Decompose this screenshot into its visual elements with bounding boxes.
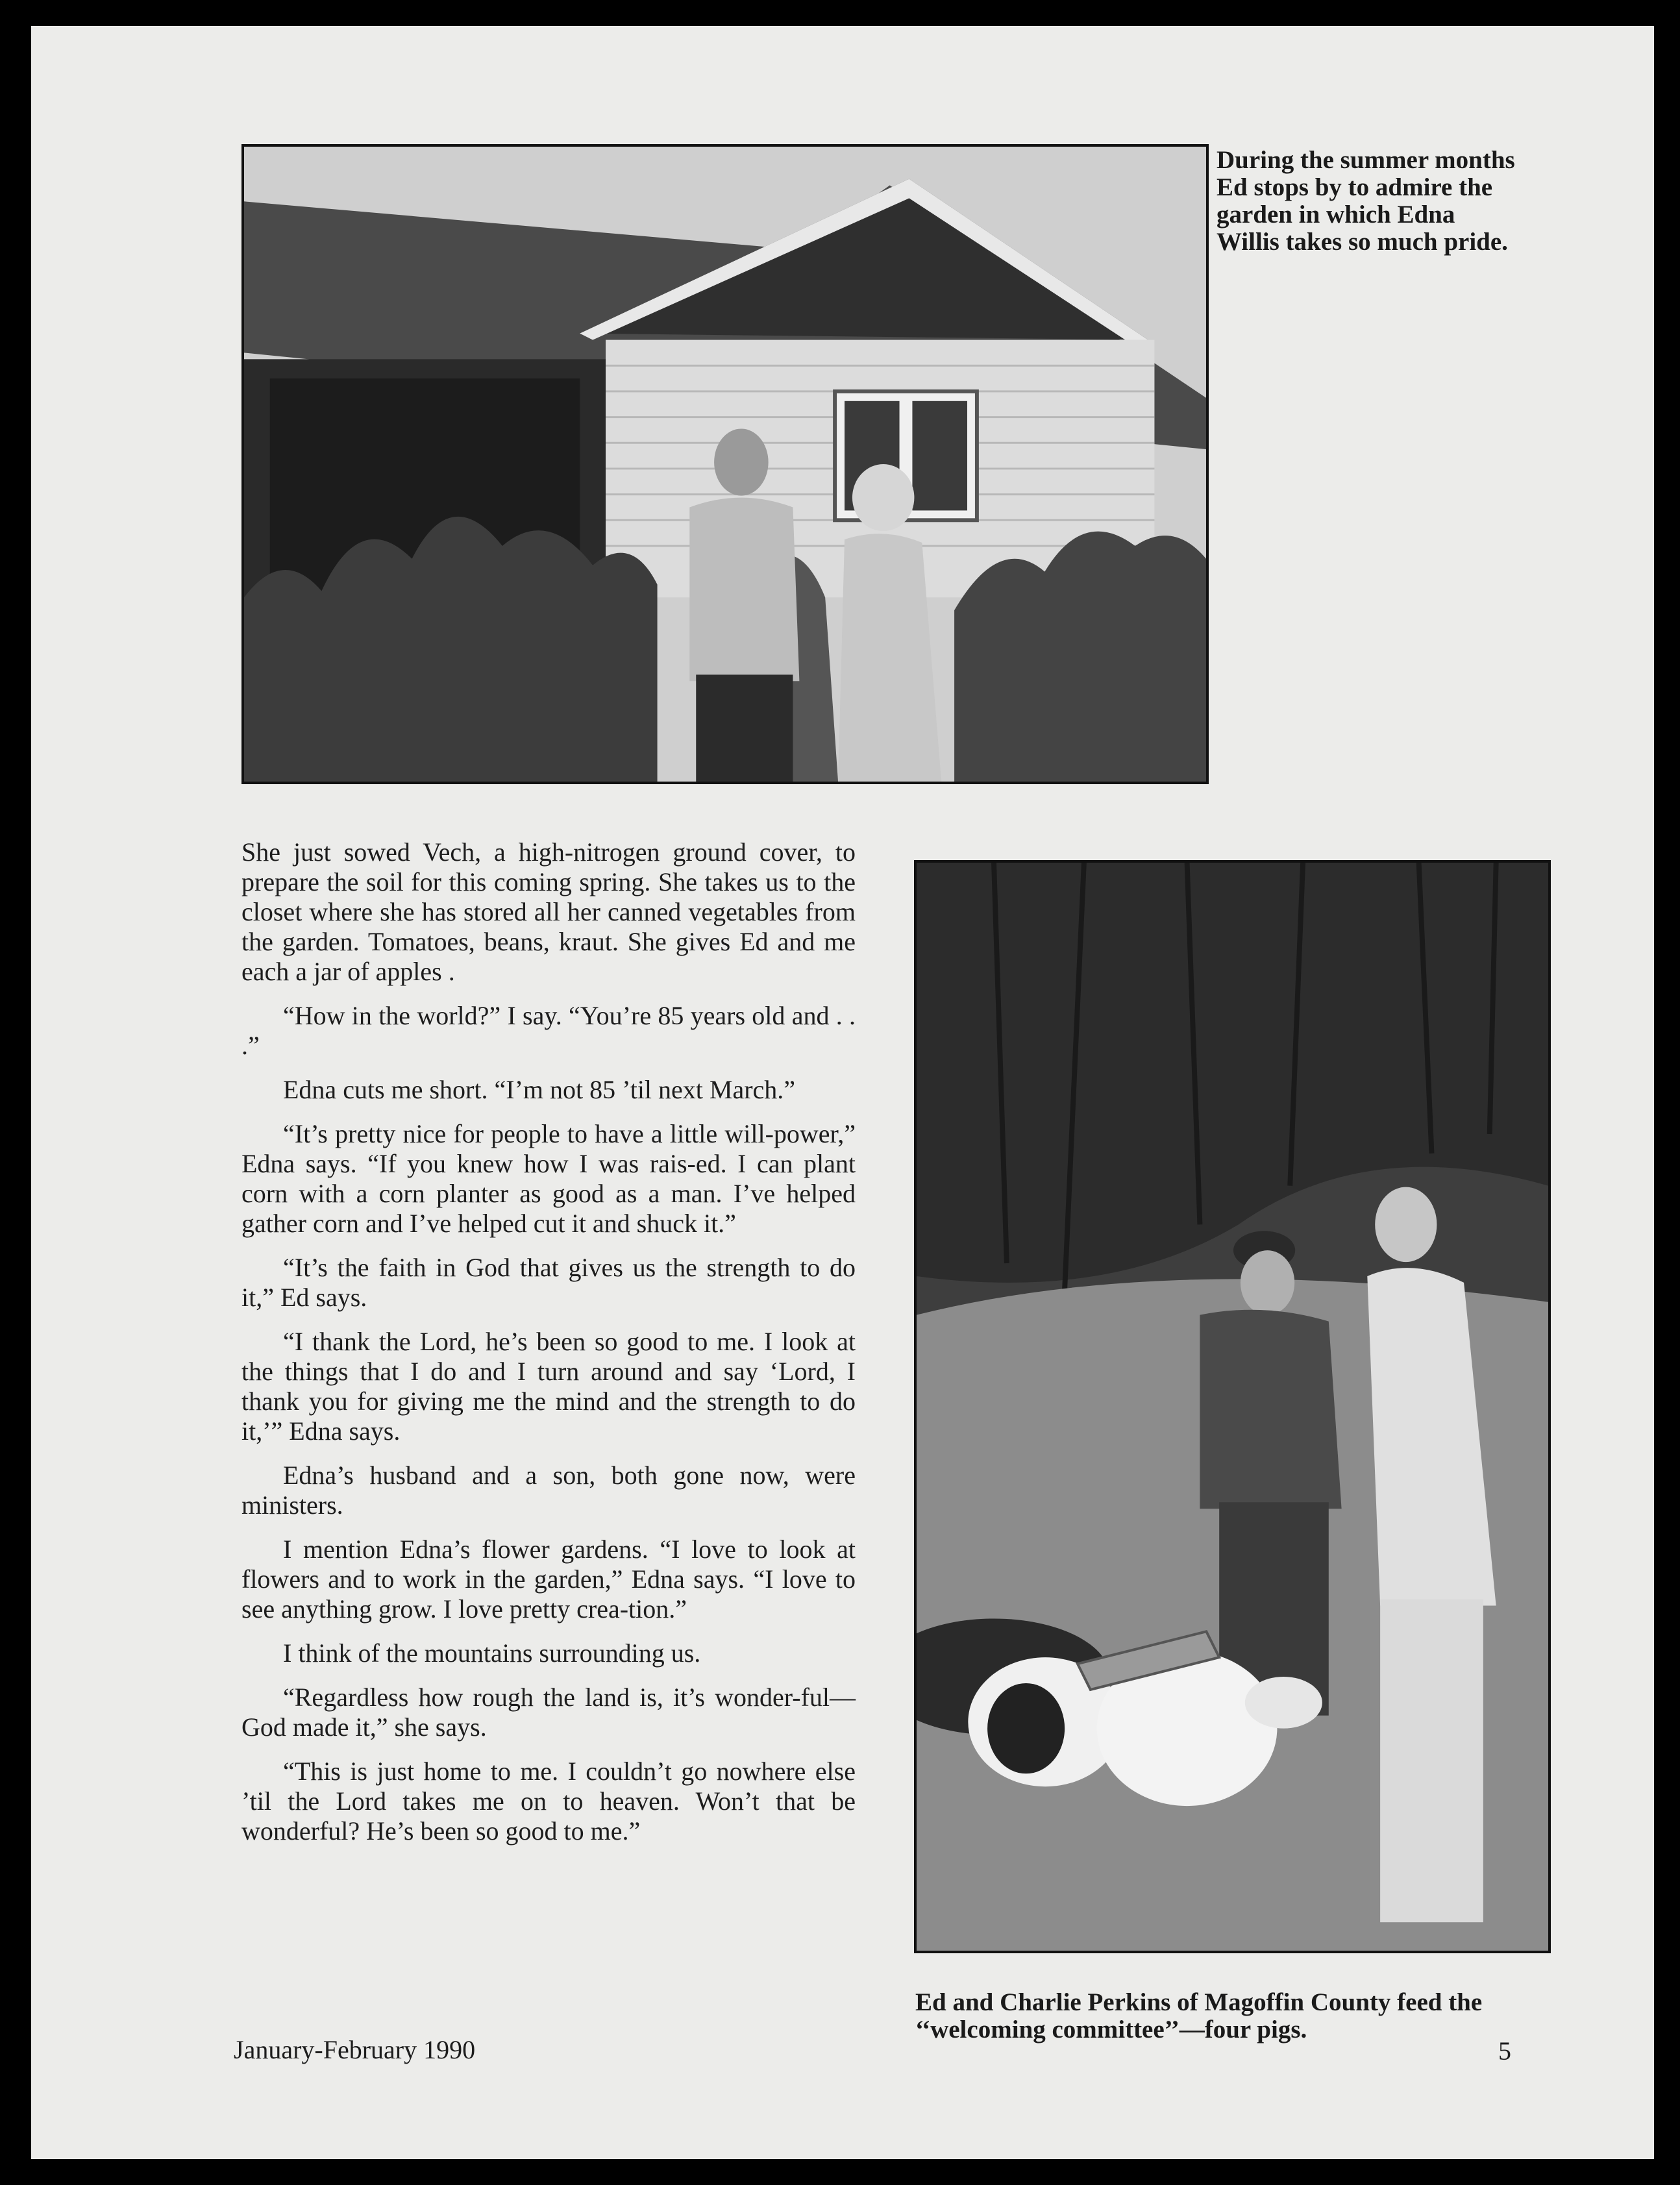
top-photo-caption: During the summer months Ed stops by to admire the garden in which Edna Willis takes so much pride.: [1217, 146, 1515, 256]
paragraph: “This is just home to me. I couldn’t go nowhere else ’til the Lord takes me on to heaven. Won’t that be wonderful? He’s been so good to me.”: [241, 1757, 856, 1846]
issue-date: January-February 1990: [234, 2035, 476, 2064]
paragraph: Edna cuts me short. “I’m not 85 ’til next March.”: [283, 1075, 796, 1104]
right-photo-caption: Ed and Charlie Perkins of Magoffin County feed the ‘‘welcoming committee’’—four pigs.: [915, 1988, 1483, 2043]
paragraph: She just sowed Vech, a high-nitrogen ground cover, to prepare the soil for this coming spring. She takes us to the closet where she has stored all her canned vegetables from the garden. Tomatoes, beans, kraut. She gives Ed and me each a jar of apples .: [241, 837, 856, 986]
page-number: 5: [1498, 2036, 1511, 2066]
paragraph: “It’s the faith in God that gives us the strength to do it,” Ed says.: [241, 1253, 856, 1312]
paragraph: “I thank the Lord, he’s been so good to me. I look at the things that I do and I turn around and say ‘Lord, I thank you for giving me the mind and the strength to do it,’” Edna says.: [241, 1327, 856, 1446]
paragraph: I mention Edna’s flower gardens. “I love to look at flowers and to work in the garden,” Edna says. “I love to see anything grow. I love pretty crea-tion.”: [241, 1535, 856, 1623]
pigs-feeding-photo: [914, 860, 1551, 1953]
paragraph: “How in the world?” I say. “You’re 85 years old and . . .”: [241, 1001, 856, 1060]
article-body: [241, 837, 856, 1860]
garden-house-photo: [241, 144, 1209, 784]
paragraph: “Regardless how rough the land is, it’s wonder-ful—God made it,” she says.: [241, 1683, 856, 1742]
paragraph: “It’s pretty nice for people to have a little will-power,” Edna says. “If you knew how I was rais-ed. I can plant corn with a corn planter as good as a man. I’ve helped gather corn and I’ve helped cut it and shuck it.”: [241, 1119, 856, 1238]
paragraph: I think of the mountains surrounding us.: [283, 1638, 701, 1668]
magazine-page: [31, 26, 1654, 2159]
paragraph: Edna’s husband and a son, both gone now, were ministers.: [241, 1461, 856, 1520]
